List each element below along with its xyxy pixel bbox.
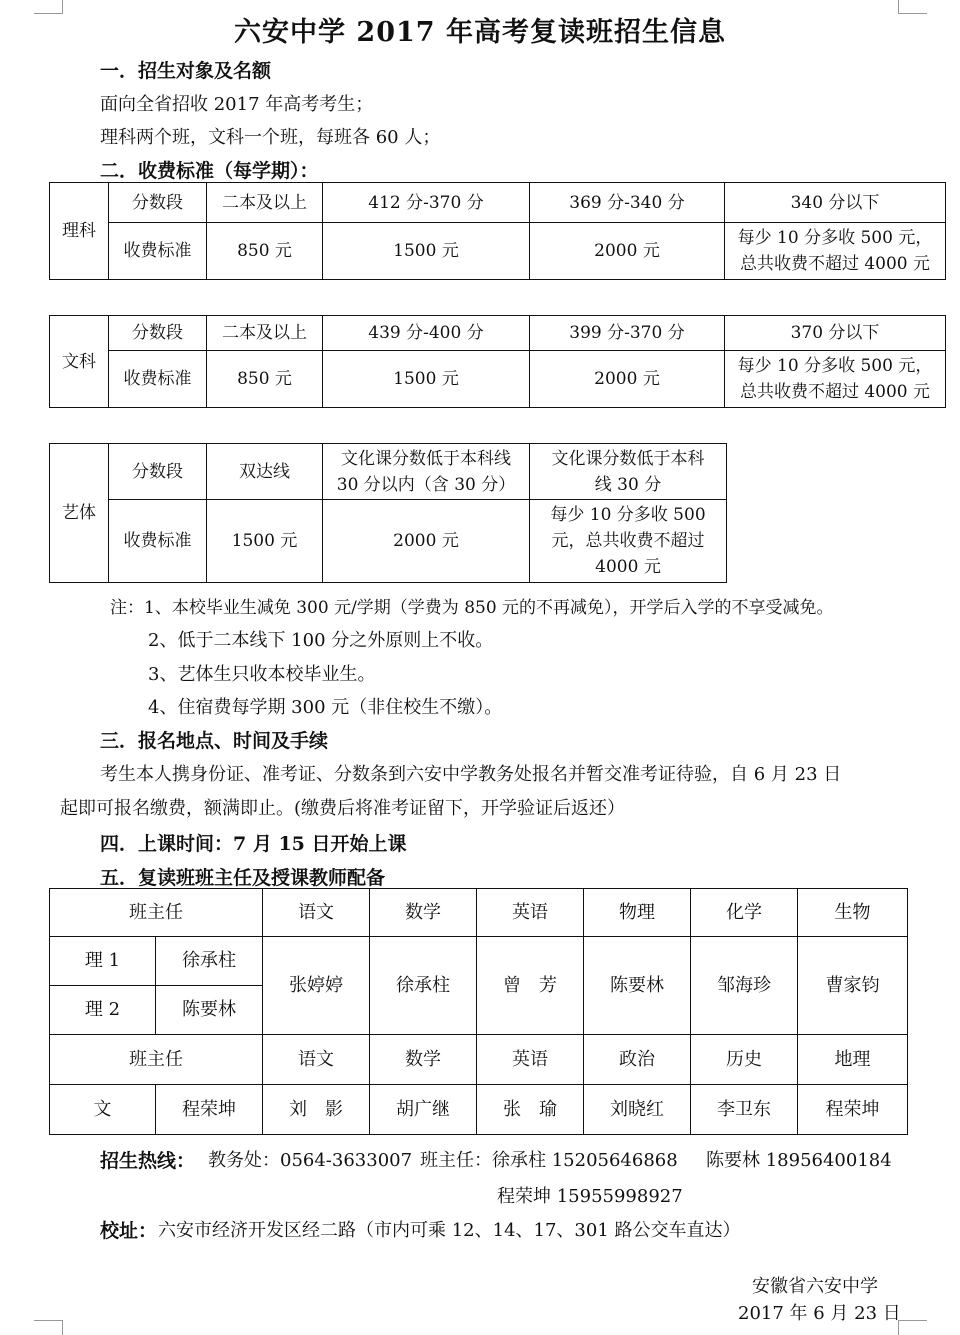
subject-chinese-2: 语文 [263, 1035, 370, 1085]
subject-physics: 物理 [584, 889, 691, 937]
hotline-label: 招生热线： [100, 1150, 196, 1172]
science-range-1: 二本及以上 [207, 183, 323, 223]
arts-fee-3-line2: 元，总共收费不超过 [551, 531, 705, 551]
science-label: 理科 [50, 183, 109, 280]
signature-org: 安徽省六安中学 [752, 1276, 878, 1297]
subject-politics: 政治 [584, 1035, 691, 1085]
subject-biology: 生物 [798, 889, 908, 937]
subject-history: 历史 [691, 1035, 798, 1085]
section1-line2: 理科两个班，文科一个班，每班各 60 人； [100, 127, 441, 148]
arts-fee-3-line1: 每少 10 分多收 500 [550, 505, 706, 525]
science-teacher-math: 徐承柱 [370, 937, 477, 1035]
section4-heading: 四．上课时间：7 月 15 日开始上课 [100, 833, 407, 855]
section1-line1: 面向全省招收 2017 年高考考生； [100, 94, 374, 115]
science-teacher-biology: 曹家钧 [798, 937, 908, 1035]
science-teacher-english: 曾 芳 [477, 937, 584, 1035]
liberal-teacher-math: 胡广继 [370, 1085, 477, 1135]
liberal-fee-4 [725, 351, 946, 408]
arts-range-1: 双达线 [207, 444, 323, 500]
class-science-1-master: 徐承柱 [156, 937, 263, 986]
section5-heading: 五．复读班班主任及授课教师配备 [100, 867, 386, 889]
liberal-teacher-geography: 程荣坤 [798, 1085, 908, 1135]
hotline-office: 教务处：0564-3633007 [208, 1150, 413, 1171]
score-range-header: 分数段 [109, 183, 207, 223]
teacher-table [49, 888, 908, 1135]
liberal-range-3: 399 分-370 分 [530, 316, 725, 351]
arts-range-2-line2: 30 分以内（含 30 分） [336, 474, 516, 495]
note-1: 注：1、本校毕业生减免 300 元/学期（学费为 850 元的不再减免），开学后入学的不享受减免。 [110, 598, 834, 618]
section3-line1: 考生本人携身份证、准考证、分数条到六安中学教务处报名并暂交准考证待验，自 6 月 23 日 [100, 764, 842, 785]
hotline-master-2: 陈要林 18956400184 [706, 1150, 892, 1171]
class-liberal-master: 程荣坤 [156, 1085, 263, 1135]
arts-label: 艺体 [50, 444, 109, 583]
note-2: 2、低于二本线下 100 分之外原则上不收。 [148, 630, 494, 651]
fee-standard-header: 收费标准 [109, 223, 207, 280]
section1-heading: 一．招生对象及名额 [100, 60, 272, 82]
liberal-fee-2: 1500 元 [323, 351, 530, 408]
arts-range-3 [530, 444, 727, 500]
class-science-2: 理 2 [50, 986, 156, 1035]
liberal-teacher-chinese: 刘 影 [263, 1085, 370, 1135]
subject-chinese: 语文 [263, 889, 370, 937]
class-science-2-master: 陈要林 [156, 986, 263, 1035]
score-range-header: 分数段 [109, 316, 207, 351]
address-label: 校址： [100, 1220, 158, 1242]
science-fee-3: 2000 元 [530, 223, 725, 280]
subject-math-2: 数学 [370, 1035, 477, 1085]
note-3: 3、艺体生只收本校毕业生。 [148, 664, 376, 685]
section2-heading: 二．收费标准（每学期）： [100, 160, 319, 182]
liberal-teacher-history: 李卫东 [691, 1085, 798, 1135]
liberal-teacher-politics: 刘晓红 [584, 1085, 691, 1135]
science-fee-2: 1500 元 [323, 223, 530, 280]
science-teacher-chemistry: 邹海珍 [691, 937, 798, 1035]
fee-standard-header: 收费标准 [109, 351, 207, 408]
arts-fee-2: 2000 元 [323, 500, 530, 583]
class-science-1: 理 1 [50, 937, 156, 986]
science-fee-table [49, 182, 946, 280]
subject-english-2: 英语 [477, 1035, 584, 1085]
arts-fee-1: 1500 元 [207, 500, 323, 583]
subject-english: 英语 [477, 889, 584, 937]
arts-fee-table [49, 443, 727, 583]
section3-heading: 三．报名地点、时间及手续 [100, 730, 329, 752]
page-title: 六安中学 2017 年高考复读班招生信息 [234, 17, 726, 48]
science-teacher-physics: 陈要林 [584, 937, 691, 1035]
liberal-fee-4-line2: 总共收费不超过 4000 元 [739, 382, 931, 402]
science-teacher-chinese: 张婷婷 [263, 937, 370, 1035]
subject-geography: 地理 [798, 1035, 908, 1085]
subject-chemistry: 化学 [691, 889, 798, 937]
liberal-fee-table [49, 315, 946, 408]
science-fee-4 [725, 223, 946, 280]
liberal-teacher-english: 张 瑜 [477, 1085, 584, 1135]
science-range-2: 412 分-370 分 [323, 183, 530, 223]
score-range-header: 分数段 [109, 444, 207, 500]
address-text: 六安市经济开发区经二路（市内可乘 12、14、17、301 路公交车直达） [158, 1220, 741, 1241]
hotline-master-1: 班主任：徐承柱 15205646868 [420, 1150, 678, 1171]
liberal-range-4: 370 分以下 [725, 316, 946, 351]
arts-range-3-line2: 线 30 分 [594, 474, 662, 495]
section3-line2: 起即可报名缴费，额满即止。(缴费后将准考证留下，开学验证后返还） [60, 798, 626, 819]
arts-range-3-line1: 文化课分数低于本科 [551, 448, 705, 469]
fee-standard-header: 收费标准 [109, 500, 207, 583]
subject-math: 数学 [370, 889, 477, 937]
science-fee-4-line1: 每少 10 分多收 500 元， [737, 228, 933, 248]
head-master-header-2: 班主任 [50, 1035, 263, 1085]
science-fee-1: 850 元 [207, 223, 323, 280]
liberal-fee-4-line1: 每少 10 分多收 500 元， [737, 356, 933, 376]
science-range-3: 369 分-340 分 [530, 183, 725, 223]
arts-range-2-line1: 文化课分数低于本科线 [341, 448, 511, 469]
liberal-range-2: 439 分-400 分 [323, 316, 530, 351]
liberal-label: 文科 [50, 316, 109, 408]
note-4: 4、住宿费每学期 300 元（非住校生不缴）。 [148, 697, 503, 718]
head-master-header: 班主任 [50, 889, 263, 937]
liberal-range-1: 二本及以上 [207, 316, 323, 351]
arts-fee-3 [530, 500, 727, 583]
arts-fee-3-line3: 4000 元 [595, 557, 661, 577]
hotline-master-3: 程荣坤 15955998927 [497, 1186, 683, 1207]
class-liberal: 文 [50, 1085, 156, 1135]
liberal-fee-3: 2000 元 [530, 351, 725, 408]
liberal-fee-1: 850 元 [207, 351, 323, 408]
science-fee-4-line2: 总共收费不超过 4000 元 [739, 254, 931, 274]
science-range-4: 340 分以下 [725, 183, 946, 223]
arts-range-2 [323, 444, 530, 500]
signature-date: 2017 年 6 月 23 日 [738, 1303, 901, 1324]
